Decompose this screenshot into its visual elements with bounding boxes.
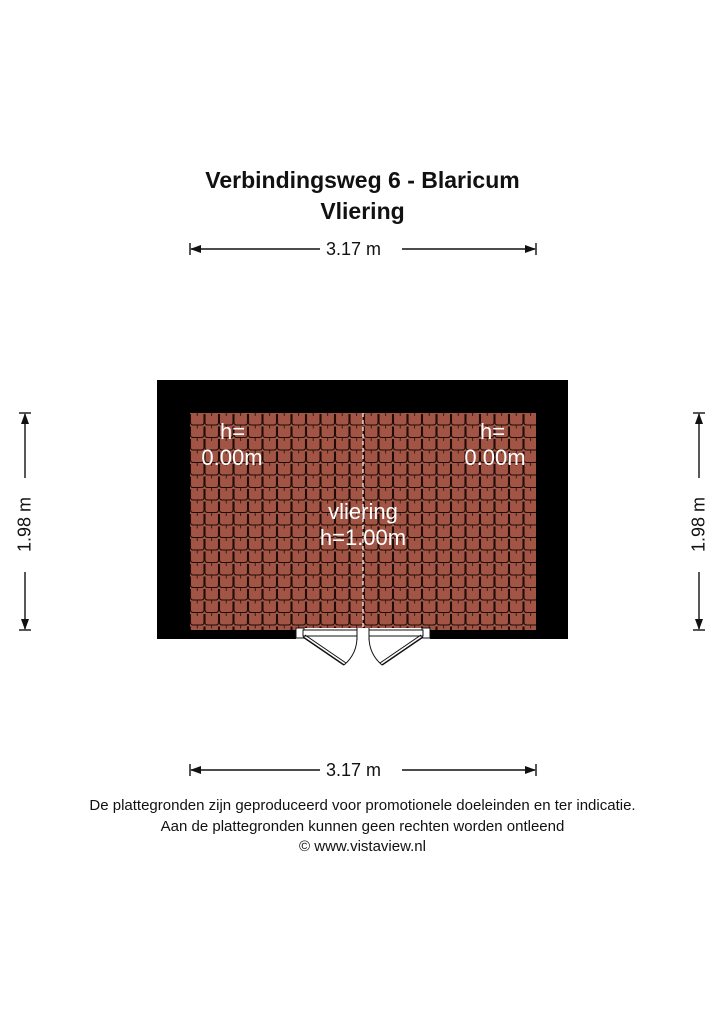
- left-height-label: h=: [220, 419, 246, 444]
- room-label: [293, 499, 433, 551]
- left-height-value: 0.00m: [201, 445, 263, 470]
- right-height-value: 0.00m: [464, 445, 526, 470]
- left-height-annotation: [196, 419, 268, 471]
- right-height-label: h=: [480, 419, 506, 444]
- left-dimension-label: 1.98 m: [15, 485, 36, 565]
- right-dimension-label: 1.98 m: [689, 485, 710, 565]
- top-dimension-label: 3.17 m: [326, 239, 382, 259]
- room-height: h=1.00m: [319, 525, 407, 550]
- hatch-doors[interactable]: [296, 628, 430, 665]
- bottom-dimension-label: 3.17 m: [326, 760, 382, 780]
- right-height-annotation: [458, 419, 532, 471]
- disclaimer-line-2: Aan de plattegronden kunnen geen rechten worden ontleend: [160, 818, 565, 835]
- floor-title: Vliering: [320, 198, 405, 224]
- disclaimer-line-1: De plattegronden zijn geproduceerd voor promotionele doeleinden en ter indicatie.: [89, 797, 636, 814]
- plan-address-title: Verbindingsweg 6 - Blaricum: [205, 167, 520, 193]
- copyright-line: © www.vistaview.nl: [299, 838, 426, 855]
- room-name: vliering: [328, 499, 398, 524]
